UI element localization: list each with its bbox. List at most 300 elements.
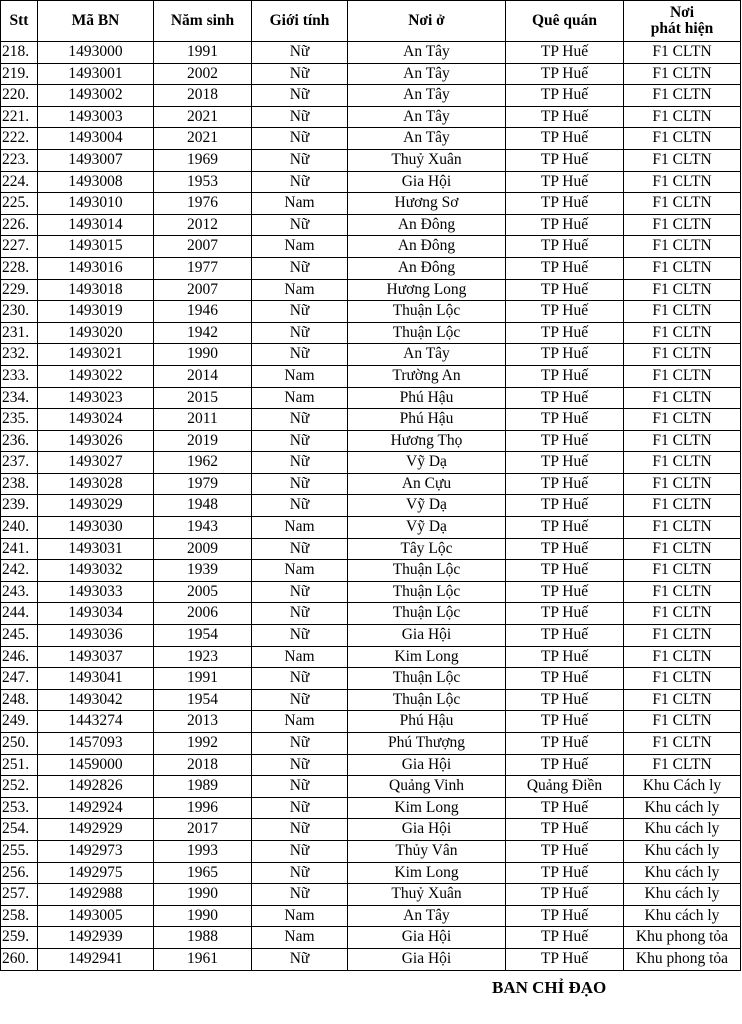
- cell-gioi-tinh: Nam: [252, 193, 348, 215]
- table-row: [1, 106, 741, 128]
- cell-noi-o: An Cựu: [348, 473, 506, 495]
- table-row: [1, 905, 741, 927]
- cell-stt: 250.: [1, 733, 38, 755]
- table-body: [1, 42, 741, 971]
- table-row: [1, 560, 741, 582]
- cell-noi-phat-hien: F1 CLTN: [624, 387, 741, 409]
- cell-gioi-tinh: Nữ: [252, 581, 348, 603]
- cell-nam-sinh: 1989: [154, 776, 252, 798]
- cell-nam-sinh: 1969: [154, 149, 252, 171]
- header-noi-phat-hien-line2: phát hiện: [650, 20, 714, 37]
- cell-noi-o: Vỹ Dạ: [348, 517, 506, 539]
- cell-noi-o: An Tây: [348, 85, 506, 107]
- cell-ma-bn: 1493005: [38, 905, 154, 927]
- cell-stt: 239.: [1, 495, 38, 517]
- cell-que-quan: TP Huế: [506, 927, 624, 949]
- cell-ma-bn: 1492975: [38, 862, 154, 884]
- cell-stt: 238.: [1, 473, 38, 495]
- table-row: [1, 344, 741, 366]
- table-row: [1, 668, 741, 690]
- table-row: [1, 538, 741, 560]
- cell-que-quan: TP Huế: [506, 214, 624, 236]
- cell-noi-phat-hien: F1 CLTN: [624, 409, 741, 431]
- cell-gioi-tinh: Nữ: [252, 776, 348, 798]
- cell-stt: 255.: [1, 840, 38, 862]
- cell-gioi-tinh: Nữ: [252, 171, 348, 193]
- cell-stt: 245.: [1, 625, 38, 647]
- cell-que-quan: TP Huế: [506, 603, 624, 625]
- cell-gioi-tinh: Nữ: [252, 948, 348, 970]
- cell-ma-bn: 1493030: [38, 517, 154, 539]
- cell-que-quan: TP Huế: [506, 236, 624, 258]
- cell-gioi-tinh: Nữ: [252, 344, 348, 366]
- cell-noi-o: Thuận Lộc: [348, 668, 506, 690]
- cell-gioi-tinh: Nữ: [252, 668, 348, 690]
- cell-gioi-tinh: Nữ: [252, 625, 348, 647]
- cell-ma-bn: 1493004: [38, 128, 154, 150]
- cell-noi-phat-hien: Khu phong tỏa: [624, 948, 741, 970]
- cell-nam-sinh: 1996: [154, 797, 252, 819]
- cell-noi-phat-hien: F1 CLTN: [624, 754, 741, 776]
- cell-que-quan: TP Huế: [506, 193, 624, 215]
- cell-gioi-tinh: Nữ: [252, 689, 348, 711]
- cell-nam-sinh: 2021: [154, 106, 252, 128]
- cell-noi-o: Thuận Lộc: [348, 301, 506, 323]
- cell-noi-phat-hien: F1 CLTN: [624, 85, 741, 107]
- cell-gioi-tinh: Nữ: [252, 754, 348, 776]
- cell-stt: 260.: [1, 948, 38, 970]
- table-row: [1, 85, 741, 107]
- cell-que-quan: TP Huế: [506, 884, 624, 906]
- cell-nam-sinh: 2009: [154, 538, 252, 560]
- cell-que-quan: TP Huế: [506, 560, 624, 582]
- cell-ma-bn: 1493001: [38, 63, 154, 85]
- cell-nam-sinh: 2012: [154, 214, 252, 236]
- cell-gioi-tinh: Nữ: [252, 840, 348, 862]
- cell-stt: 225.: [1, 193, 38, 215]
- cell-nam-sinh: 1976: [154, 193, 252, 215]
- cell-noi-phat-hien: F1 CLTN: [624, 301, 741, 323]
- cell-nam-sinh: 1946: [154, 301, 252, 323]
- cell-que-quan: TP Huế: [506, 733, 624, 755]
- cell-ma-bn: 1493002: [38, 85, 154, 107]
- cell-ma-bn: 1492973: [38, 840, 154, 862]
- cell-que-quan: TP Huế: [506, 711, 624, 733]
- cell-gioi-tinh: Nữ: [252, 63, 348, 85]
- cell-nam-sinh: 1965: [154, 862, 252, 884]
- cell-noi-phat-hien: F1 CLTN: [624, 625, 741, 647]
- cell-que-quan: TP Huế: [506, 862, 624, 884]
- cell-noi-o: An Tây: [348, 905, 506, 927]
- cell-ma-bn: 1493032: [38, 560, 154, 582]
- cell-nam-sinh: 1962: [154, 452, 252, 474]
- cell-que-quan: TP Huế: [506, 452, 624, 474]
- cell-que-quan: TP Huế: [506, 538, 624, 560]
- cell-noi-o: Thuận Lộc: [348, 689, 506, 711]
- cell-que-quan: TP Huế: [506, 365, 624, 387]
- cell-stt: 258.: [1, 905, 38, 927]
- table-row: [1, 279, 741, 301]
- table-row: [1, 711, 741, 733]
- cell-nam-sinh: 1990: [154, 905, 252, 927]
- table-row: [1, 689, 741, 711]
- cell-gioi-tinh: Nữ: [252, 603, 348, 625]
- table-row: [1, 819, 741, 841]
- cell-que-quan: TP Huế: [506, 322, 624, 344]
- cell-ma-bn: 1493020: [38, 322, 154, 344]
- cell-ma-bn: 1492826: [38, 776, 154, 798]
- header-noi-phat-hien: [624, 1, 741, 42]
- cell-gioi-tinh: Nữ: [252, 85, 348, 107]
- cell-noi-o: An Tây: [348, 106, 506, 128]
- cell-nam-sinh: 2013: [154, 711, 252, 733]
- cell-ma-bn: 1493031: [38, 538, 154, 560]
- cell-gioi-tinh: Nữ: [252, 106, 348, 128]
- cell-gioi-tinh: Nữ: [252, 884, 348, 906]
- cell-stt: 223.: [1, 149, 38, 171]
- cell-noi-phat-hien: F1 CLTN: [624, 279, 741, 301]
- cell-nam-sinh: 2021: [154, 128, 252, 150]
- header-que-quan: Quê quán: [506, 1, 624, 42]
- table-row: [1, 884, 741, 906]
- cell-stt: 243.: [1, 581, 38, 603]
- cell-stt: 254.: [1, 819, 38, 841]
- cell-stt: 233.: [1, 365, 38, 387]
- table-row: [1, 473, 741, 495]
- cell-noi-phat-hien: F1 CLTN: [624, 344, 741, 366]
- cell-nam-sinh: 1942: [154, 322, 252, 344]
- cell-gioi-tinh: Nam: [252, 905, 348, 927]
- cell-gioi-tinh: Nam: [252, 387, 348, 409]
- table-row: [1, 365, 741, 387]
- cell-ma-bn: 1493016: [38, 257, 154, 279]
- cell-que-quan: TP Huế: [506, 797, 624, 819]
- cell-ma-bn: 1493015: [38, 236, 154, 258]
- cell-nam-sinh: 1943: [154, 517, 252, 539]
- cell-noi-o: Kim Long: [348, 797, 506, 819]
- cell-noi-phat-hien: F1 CLTN: [624, 711, 741, 733]
- cell-nam-sinh: 2017: [154, 819, 252, 841]
- cell-noi-phat-hien: Khu cách ly: [624, 862, 741, 884]
- cell-noi-phat-hien: F1 CLTN: [624, 430, 741, 452]
- cell-nam-sinh: 2014: [154, 365, 252, 387]
- cell-stt: 247.: [1, 668, 38, 690]
- cell-noi-o: Gia Hội: [348, 819, 506, 841]
- cell-noi-phat-hien: F1 CLTN: [624, 603, 741, 625]
- cell-que-quan: TP Huế: [506, 85, 624, 107]
- cell-noi-phat-hien: F1 CLTN: [624, 733, 741, 755]
- cell-stt: 242.: [1, 560, 38, 582]
- cell-nam-sinh: 2006: [154, 603, 252, 625]
- cell-ma-bn: 1493019: [38, 301, 154, 323]
- cell-nam-sinh: 2002: [154, 63, 252, 85]
- cell-que-quan: TP Huế: [506, 344, 624, 366]
- cell-ma-bn: 1493024: [38, 409, 154, 431]
- cell-noi-o: Vỹ Dạ: [348, 452, 506, 474]
- cell-stt: 244.: [1, 603, 38, 625]
- cell-gioi-tinh: Nữ: [252, 149, 348, 171]
- cell-que-quan: TP Huế: [506, 668, 624, 690]
- cell-gioi-tinh: Nữ: [252, 257, 348, 279]
- cell-noi-phat-hien: F1 CLTN: [624, 365, 741, 387]
- cell-noi-o: Kim Long: [348, 862, 506, 884]
- cell-ma-bn: 1493029: [38, 495, 154, 517]
- cell-noi-phat-hien: F1 CLTN: [624, 581, 741, 603]
- cell-noi-phat-hien: F1 CLTN: [624, 171, 741, 193]
- cell-noi-phat-hien: Khu cách ly: [624, 905, 741, 927]
- cell-noi-phat-hien: F1 CLTN: [624, 149, 741, 171]
- cell-noi-o: Gia Hội: [348, 948, 506, 970]
- cell-noi-o: Gia Hội: [348, 625, 506, 647]
- header-nam-sinh: Năm sinh: [154, 1, 252, 42]
- cell-noi-o: Hương Sơ: [348, 193, 506, 215]
- cell-gioi-tinh: Nam: [252, 236, 348, 258]
- cell-ma-bn: 1492939: [38, 927, 154, 949]
- cell-noi-phat-hien: F1 CLTN: [624, 236, 741, 258]
- cell-stt: 253.: [1, 797, 38, 819]
- table-row: [1, 646, 741, 668]
- cell-noi-phat-hien: F1 CLTN: [624, 63, 741, 85]
- cell-que-quan: TP Huế: [506, 905, 624, 927]
- cell-noi-o: An Đông: [348, 257, 506, 279]
- cell-noi-phat-hien: F1 CLTN: [624, 538, 741, 560]
- cell-gioi-tinh: Nữ: [252, 42, 348, 64]
- cell-ma-bn: 1492929: [38, 819, 154, 841]
- cell-noi-phat-hien: F1 CLTN: [624, 257, 741, 279]
- cell-gioi-tinh: Nam: [252, 711, 348, 733]
- cell-noi-phat-hien: F1 CLTN: [624, 214, 741, 236]
- cell-que-quan: TP Huế: [506, 495, 624, 517]
- cell-stt: 232.: [1, 344, 38, 366]
- cell-stt: 251.: [1, 754, 38, 776]
- cell-nam-sinh: 1990: [154, 344, 252, 366]
- cell-stt: 229.: [1, 279, 38, 301]
- cell-noi-o: Gia Hội: [348, 171, 506, 193]
- cell-ma-bn: 1493036: [38, 625, 154, 647]
- cell-ma-bn: 1492924: [38, 797, 154, 819]
- cell-ma-bn: 1493042: [38, 689, 154, 711]
- cell-noi-o: Thủy Vân: [348, 840, 506, 862]
- cell-gioi-tinh: Nữ: [252, 819, 348, 841]
- cell-stt: 234.: [1, 387, 38, 409]
- cell-stt: 221.: [1, 106, 38, 128]
- cell-gioi-tinh: Nam: [252, 279, 348, 301]
- cell-nam-sinh: 1992: [154, 733, 252, 755]
- cell-que-quan: TP Huế: [506, 840, 624, 862]
- cell-noi-o: An Đông: [348, 214, 506, 236]
- cell-gioi-tinh: Nữ: [252, 797, 348, 819]
- cell-nam-sinh: 2005: [154, 581, 252, 603]
- cell-noi-phat-hien: F1 CLTN: [624, 646, 741, 668]
- cell-noi-phat-hien: Khu Cách ly: [624, 776, 741, 798]
- cell-ma-bn: 1493008: [38, 171, 154, 193]
- table-row: [1, 193, 741, 215]
- cell-stt: 220.: [1, 85, 38, 107]
- cell-nam-sinh: 1961: [154, 948, 252, 970]
- cell-stt: 231.: [1, 322, 38, 344]
- cell-noi-o: Gia Hội: [348, 754, 506, 776]
- cell-ma-bn: 1493026: [38, 430, 154, 452]
- cell-noi-o: Hương Long: [348, 279, 506, 301]
- table-row: [1, 430, 741, 452]
- cell-gioi-tinh: Nữ: [252, 473, 348, 495]
- cell-nam-sinh: 1993: [154, 840, 252, 862]
- cell-ma-bn: 1493027: [38, 452, 154, 474]
- cell-nam-sinh: 2011: [154, 409, 252, 431]
- cell-gioi-tinh: Nữ: [252, 430, 348, 452]
- cell-noi-o: Thuỷ Xuân: [348, 884, 506, 906]
- cell-noi-o: Tây Lộc: [348, 538, 506, 560]
- cell-stt: 246.: [1, 646, 38, 668]
- cell-gioi-tinh: Nữ: [252, 538, 348, 560]
- cell-nam-sinh: 1979: [154, 473, 252, 495]
- cell-gioi-tinh: Nam: [252, 365, 348, 387]
- cell-noi-o: Thuỷ Xuân: [348, 149, 506, 171]
- cell-noi-phat-hien: Khu phong tỏa: [624, 927, 741, 949]
- cell-noi-o: An Tây: [348, 344, 506, 366]
- cell-nam-sinh: 2015: [154, 387, 252, 409]
- table-row: [1, 128, 741, 150]
- cell-noi-phat-hien: F1 CLTN: [624, 517, 741, 539]
- cell-que-quan: TP Huế: [506, 257, 624, 279]
- table-row: [1, 495, 741, 517]
- cell-noi-phat-hien: F1 CLTN: [624, 128, 741, 150]
- cell-stt: 240.: [1, 517, 38, 539]
- table-row: [1, 581, 741, 603]
- cell-ma-bn: 1493037: [38, 646, 154, 668]
- table-row: [1, 862, 741, 884]
- cell-noi-o: Thuận Lộc: [348, 560, 506, 582]
- cell-stt: 219.: [1, 63, 38, 85]
- cell-nam-sinh: 2018: [154, 85, 252, 107]
- table-row: [1, 63, 741, 85]
- table-row: [1, 257, 741, 279]
- table-header-row: [1, 1, 741, 42]
- cell-que-quan: TP Huế: [506, 63, 624, 85]
- table-row: [1, 322, 741, 344]
- cell-nam-sinh: 1954: [154, 689, 252, 711]
- cell-nam-sinh: 2018: [154, 754, 252, 776]
- cell-ma-bn: 1493041: [38, 668, 154, 690]
- cell-nam-sinh: 1954: [154, 625, 252, 647]
- cell-gioi-tinh: Nam: [252, 646, 348, 668]
- cell-noi-phat-hien: F1 CLTN: [624, 452, 741, 474]
- cell-noi-phat-hien: F1 CLTN: [624, 473, 741, 495]
- cell-nam-sinh: 1991: [154, 42, 252, 64]
- cell-que-quan: TP Huế: [506, 948, 624, 970]
- cell-noi-phat-hien: F1 CLTN: [624, 193, 741, 215]
- cell-que-quan: TP Huế: [506, 754, 624, 776]
- table-row: [1, 171, 741, 193]
- cell-gioi-tinh: Nam: [252, 517, 348, 539]
- cell-ma-bn: 1493023: [38, 387, 154, 409]
- cell-stt: 230.: [1, 301, 38, 323]
- cell-que-quan: TP Huế: [506, 42, 624, 64]
- cell-nam-sinh: 1923: [154, 646, 252, 668]
- cell-que-quan: TP Huế: [506, 646, 624, 668]
- cell-nam-sinh: 2007: [154, 236, 252, 258]
- cell-noi-phat-hien: Khu cách ly: [624, 840, 741, 862]
- cell-nam-sinh: 1990: [154, 884, 252, 906]
- cell-que-quan: TP Huế: [506, 387, 624, 409]
- table-row: [1, 948, 741, 970]
- cell-gioi-tinh: Nữ: [252, 409, 348, 431]
- cell-noi-o: Trường An: [348, 365, 506, 387]
- cell-stt: 256.: [1, 862, 38, 884]
- header-noi-o: Nơi ở: [348, 1, 506, 42]
- cell-noi-phat-hien: F1 CLTN: [624, 689, 741, 711]
- cell-gioi-tinh: Nữ: [252, 452, 348, 474]
- cell-noi-o: An Tây: [348, 63, 506, 85]
- table-row: [1, 409, 741, 431]
- header-stt: Stt: [1, 1, 38, 42]
- cell-noi-phat-hien: F1 CLTN: [624, 560, 741, 582]
- cell-stt: 235.: [1, 409, 38, 431]
- cell-ma-bn: 1493028: [38, 473, 154, 495]
- cell-que-quan: TP Huế: [506, 171, 624, 193]
- cell-stt: 252.: [1, 776, 38, 798]
- cell-que-quan: Quảng Điền: [506, 776, 624, 798]
- cell-ma-bn: 1493022: [38, 365, 154, 387]
- cell-que-quan: TP Huế: [506, 128, 624, 150]
- cell-noi-o: Phú Hậu: [348, 409, 506, 431]
- cell-noi-phat-hien: Khu cách ly: [624, 797, 741, 819]
- header-noi-phat-hien-line1: Nơi: [669, 4, 695, 21]
- cell-stt: 228.: [1, 257, 38, 279]
- cell-stt: 241.: [1, 538, 38, 560]
- cell-noi-o: Vỹ Dạ: [348, 495, 506, 517]
- cell-noi-o: Phú Hậu: [348, 711, 506, 733]
- cell-que-quan: TP Huế: [506, 689, 624, 711]
- header-ma-bn: Mã BN: [38, 1, 154, 42]
- cell-ma-bn: 1493010: [38, 193, 154, 215]
- cell-que-quan: TP Huế: [506, 473, 624, 495]
- cell-noi-o: Phú Thượng: [348, 733, 506, 755]
- cell-ma-bn: 1492988: [38, 884, 154, 906]
- cell-gioi-tinh: Nữ: [252, 733, 348, 755]
- cell-que-quan: TP Huế: [506, 279, 624, 301]
- table-row: [1, 927, 741, 949]
- cell-noi-phat-hien: F1 CLTN: [624, 106, 741, 128]
- cell-ma-bn: 1493003: [38, 106, 154, 128]
- cell-stt: 249.: [1, 711, 38, 733]
- cell-que-quan: TP Huế: [506, 517, 624, 539]
- cell-que-quan: TP Huế: [506, 430, 624, 452]
- cell-nam-sinh: 1948: [154, 495, 252, 517]
- table-row: [1, 797, 741, 819]
- cell-ma-bn: 1493018: [38, 279, 154, 301]
- cell-stt: 224.: [1, 171, 38, 193]
- cell-ma-bn: 1493021: [38, 344, 154, 366]
- cell-nam-sinh: 1953: [154, 171, 252, 193]
- cell-ma-bn: 1457093: [38, 733, 154, 755]
- cell-ma-bn: 1443274: [38, 711, 154, 733]
- cell-noi-o: Thuận Lộc: [348, 603, 506, 625]
- cell-ma-bn: 1493000: [38, 42, 154, 64]
- cell-ma-bn: 1493034: [38, 603, 154, 625]
- cell-nam-sinh: 1977: [154, 257, 252, 279]
- cell-stt: 257.: [1, 884, 38, 906]
- cell-stt: 248.: [1, 689, 38, 711]
- table-row: [1, 236, 741, 258]
- cell-stt: 236.: [1, 430, 38, 452]
- cell-ma-bn: 1493014: [38, 214, 154, 236]
- table-row: [1, 603, 741, 625]
- cell-nam-sinh: 2007: [154, 279, 252, 301]
- cell-nam-sinh: 2019: [154, 430, 252, 452]
- cell-noi-o: Hương Thọ: [348, 430, 506, 452]
- table-row: [1, 387, 741, 409]
